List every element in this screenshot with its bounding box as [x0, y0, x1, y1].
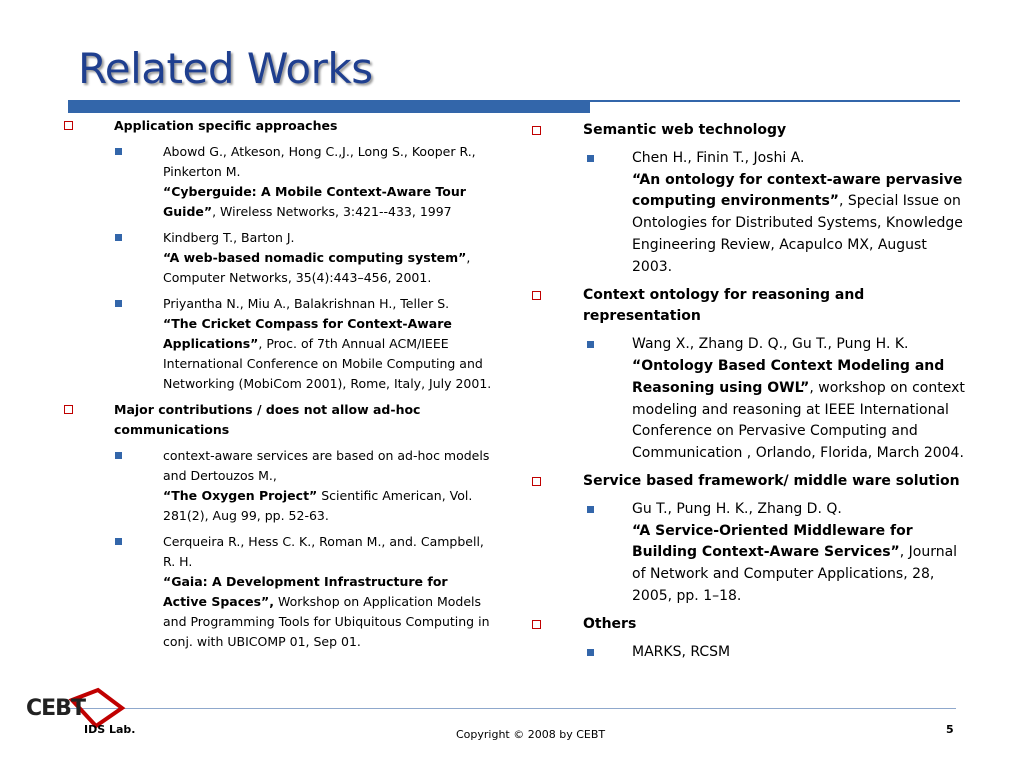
filled-square-bullet-icon	[587, 341, 594, 348]
reference-item	[532, 642, 965, 664]
authors: Kindberg T., Barton J.	[163, 230, 295, 245]
hollow-square-bullet-icon	[64, 121, 73, 130]
title-underline-thin	[590, 100, 960, 102]
filled-square-bullet-icon	[115, 300, 122, 307]
hollow-square-bullet-icon	[532, 126, 541, 135]
authors: Priyantha N., Miu A., Balakrishnan H., Teller S.	[163, 296, 450, 311]
paper-title: “The Cricket Compass for Context-Aware Applications”	[163, 316, 452, 351]
slide-title: Related Works	[78, 44, 373, 93]
filled-square-bullet-icon	[115, 538, 122, 545]
venue: , workshop on context modeling and reasoning at IEEE International Conference on Pervasive Computing and Communication , Orlando, Florida, March 2004.	[632, 379, 965, 462]
authors: Wang X., Zhang D. Q., Gu T., Pung H. K.	[632, 336, 909, 353]
paper-title: “A web-based nomadic computing system”	[163, 250, 467, 265]
filled-square-bullet-icon	[587, 155, 594, 162]
reference-item	[532, 499, 965, 608]
venue: Scientific American, Vol. 281(2), Aug 99, pp. 52-63.	[163, 488, 473, 523]
hollow-square-bullet-icon	[532, 291, 541, 300]
filled-square-bullet-icon	[115, 148, 122, 155]
bullet-heading: Major contributions / does not allow ad-hoc communications	[62, 400, 502, 440]
reference-item	[62, 532, 493, 652]
venue: Workshop on Application Models and Programming Tools for Ubiquitous Computing in conj. with UBICOMP 01, Sep 01.	[163, 594, 490, 649]
lab-name: IDS Lab.	[84, 723, 136, 736]
authors: Gu T., Pung H. K., Zhang D. Q.	[632, 500, 842, 517]
authors: context-aware services are based on ad-hoc models and Dertouzos M.,	[163, 448, 490, 483]
bullet-heading: Semantic web technology	[532, 120, 972, 142]
venue: , Journal of Network and Computer Applications, 28, 2005, pp. 1–18.	[632, 544, 958, 604]
paper-title: “The Oxygen Project”	[163, 488, 318, 503]
logo-text: CEBT	[26, 696, 85, 721]
copyright: Copyright © 2008 by CEBT	[456, 728, 606, 741]
bullet-heading: Others	[532, 614, 972, 636]
bullet-heading: Service based framework/ middle ware solution	[532, 471, 972, 493]
bullet-heading: Context ontology for reasoning and representation	[532, 285, 972, 329]
paper-title: “A Service-Oriented Middleware for Building Context-Aware Services”	[632, 522, 913, 561]
hollow-square-bullet-icon	[64, 405, 73, 414]
filled-square-bullet-icon	[115, 452, 122, 459]
reference-item	[532, 148, 965, 279]
hollow-square-bullet-icon	[532, 477, 541, 486]
title-underline-thick	[68, 100, 590, 113]
filled-square-bullet-icon	[115, 234, 122, 241]
authors: Abowd G., Atkeson, Hong C.,J., Long S., Kooper R., Pinkerton M.	[163, 144, 476, 179]
page-number: 5	[946, 723, 954, 736]
reference-item	[62, 142, 493, 222]
venue: , Wireless Networks, 3:421--433, 1997	[212, 204, 452, 219]
venue: , Proc. of 7th Annual ACM/IEEE International Conference on Mobile Computing and Networking (MobiCom 2001), Rome, Italy, July 2001.	[163, 336, 492, 391]
left-column	[62, 116, 502, 658]
venue: , Computer Networks, 35(4):443–456, 2001.	[163, 250, 471, 285]
bullet-heading: Application specific approaches	[62, 116, 502, 136]
item-text: MARKS, RCSM	[632, 643, 731, 660]
paper-title: “An ontology for context-aware pervasive computing environments”	[632, 171, 963, 210]
reference-item	[62, 228, 493, 288]
reference-item	[532, 334, 965, 465]
paper-title: “Ontology Based Context Modeling and Reasoning using OWL”	[632, 357, 945, 396]
venue: , Special Issue on Ontologies for Distributed Systems, Knowledge Engineering Review, Acapulco MX, August 2003.	[632, 193, 963, 275]
paper-title: “Cyberguide: A Mobile Context-Aware Tour Guide”	[163, 184, 466, 219]
reference-item	[62, 294, 493, 394]
reference-item	[62, 446, 493, 526]
filled-square-bullet-icon	[587, 506, 594, 513]
hollow-square-bullet-icon	[532, 620, 541, 629]
filled-square-bullet-icon	[587, 649, 594, 656]
footer-divider	[68, 708, 956, 709]
authors: Chen H., Finin T., Joshi A.	[632, 149, 805, 166]
authors: Cerqueira R., Hess C. K., Roman M., and. Campbell, R. H.	[163, 534, 484, 569]
right-column	[532, 116, 972, 669]
paper-title: “Gaia: A Development Infrastructure for Active Spaces”,	[163, 574, 448, 609]
